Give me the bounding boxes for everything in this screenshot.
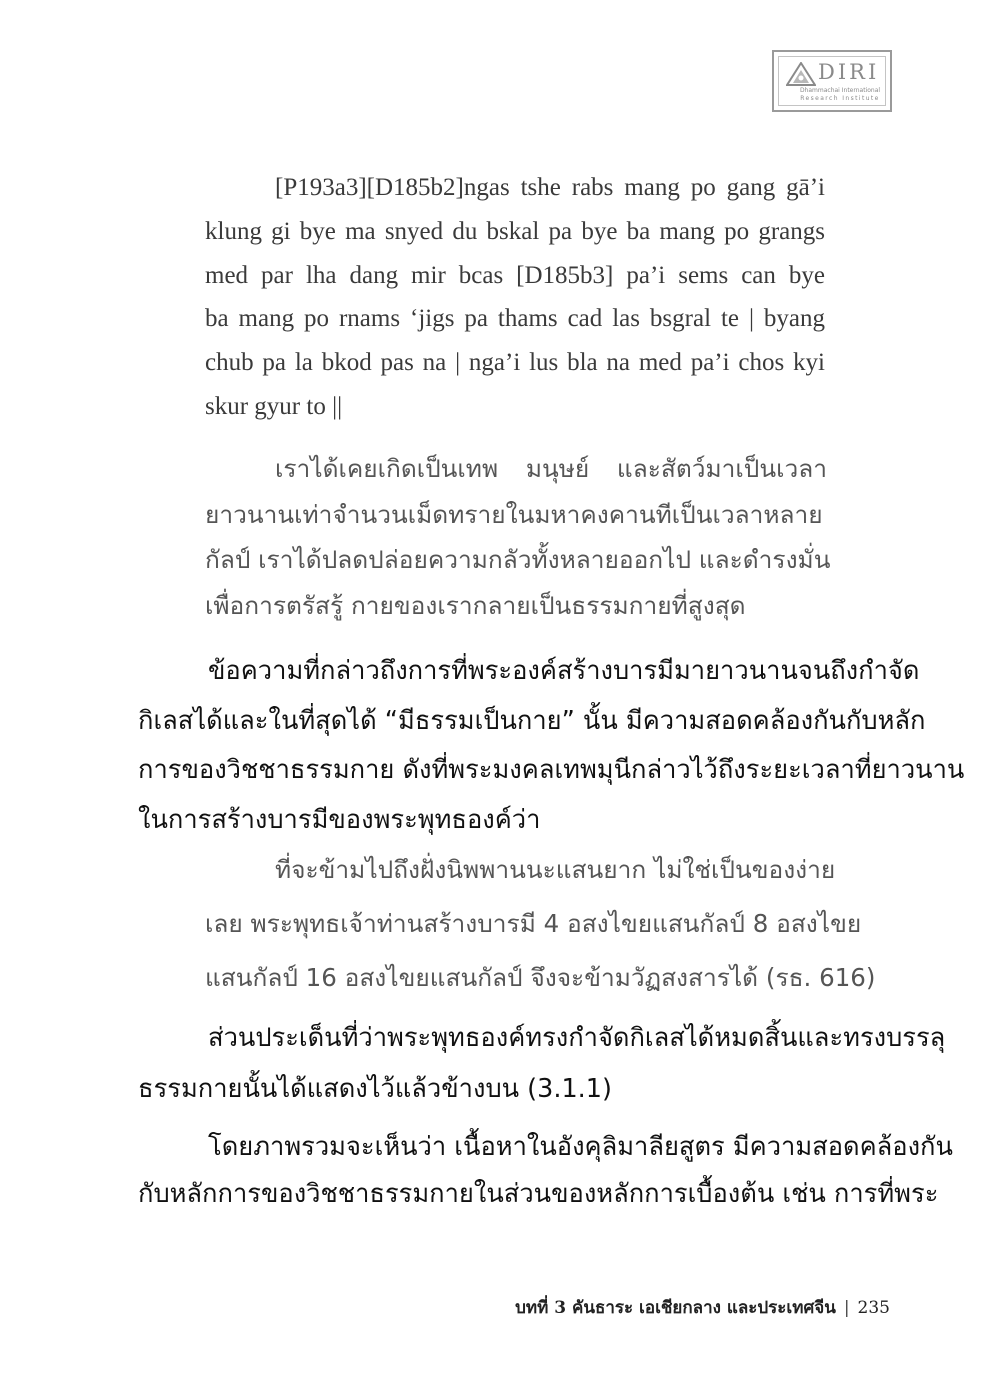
tibetan-line: ba mang po rnams ‘jigs pa thams cad las bsgral te | byang: [205, 305, 825, 333]
quote-line: ที่จะข้ามไปถึงฝั่งนิพพานนะแสนยาก ไม่ใช่เป็นของง่าย: [275, 855, 836, 884]
paragraph-line: ข้อความที่กล่าวถึงการที่พระองค์สร้างบารมีมายาวนานจนถึงกำจัด: [208, 656, 920, 686]
paragraph-line: ส่วนประเด็นที่ว่าพระพุทธองค์ทรงกำจัดกิเลสได้หมดสิ้นและทรงบรรลุ: [208, 1023, 946, 1053]
page-number: 235: [857, 1298, 890, 1318]
tibetan-passage: [205, 166, 825, 429]
body-paragraph-1: [138, 647, 965, 845]
paragraph-line: การของวิชชาธรรมกาย ดังที่พระมงคลเทพมุนีกล่าวไว้ถึงระยะเวลาที่ยาวนาน: [138, 755, 965, 785]
logo-subtitle-line2: Research Institute: [800, 95, 880, 102]
quote-line: เลย พระพุทธเจ้าท่านสร้างบารมี 4 อสงไขยแสนกัลป์ 8 อสงไขย: [205, 909, 862, 938]
logo-subtitle-line1: Dhammachai International: [799, 87, 881, 94]
tibetan-line: chub pa la bkod pas na | nga’i lus bla na med pa’i chos kyi: [205, 349, 825, 377]
tibetan-line: skur gyur to ||: [205, 392, 343, 420]
body-paragraph-2: [138, 1013, 946, 1115]
paragraph-line: ธรรมกายนั้นได้แสดงไว้แล้วข้างบน (3.1.1): [138, 1074, 612, 1104]
footer-separator: |: [843, 1298, 850, 1318]
triangle-logo-icon: [786, 62, 816, 86]
tibetan-line: med par lha dang mir bcas [D185b3] pa’i sems can bye: [205, 261, 825, 289]
thai-translation-quote: [205, 446, 831, 628]
paragraph-line: ในการสร้างบารมีของพระพุทธองค์ว่า: [138, 804, 541, 835]
paragraph-line: กิเลสได้และในที่สุดได้ “มีธรรมเป็นกาย” นั้น มีความสอดคล้องกันกับหลัก: [138, 705, 926, 736]
body-paragraph-3: [138, 1124, 953, 1218]
quote-line: กัลป์ เราได้ปลดปล่อยความกลัวทั้งหลายออกไป และดำรงมั่น: [205, 545, 831, 574]
paragraph-line: กับหลักการของวิชชาธรรมกายในส่วนของหลักการเบื้องต้น เช่น การที่พระ: [138, 1179, 939, 1209]
quote-line: เพื่อการตรัสรู้ กายของเรากลายเป็นธรรมกายที่สูงสุด: [205, 590, 746, 620]
diri-logo: [772, 50, 892, 112]
block-quote-2: [205, 843, 876, 1005]
page-footer: [515, 1294, 890, 1321]
quote-line: แสนกัลป์ 16 อสงไขยแสนกัลป์ จึงจะข้ามวัฏสงสารได้ (รธ. 616): [205, 963, 876, 992]
paragraph-line: โดยภาพรวมจะเห็นว่า เนื้อหาในอังคุลิมาลียสูตร มีความสอดคล้องกัน: [208, 1132, 953, 1162]
quote-line: เราได้เคยเกิดเป็นเทพ มนุษย์ และสัตว์มาเป็นเวลา: [275, 454, 827, 483]
chapter-title: บทที่ 3 คันธาระ เอเชียกลาง และประเทศจีน: [515, 1298, 836, 1318]
tibetan-line: [P193a3][D185b2]ngas tshe rabs mang po gang gā’i: [275, 174, 825, 201]
tibetan-line: klung gi bye ma snyed du bskal pa bye ba mang po grangs: [205, 217, 825, 245]
logo-wordmark: DIRI: [818, 60, 880, 84]
quote-line: ยาวนานเท่าจำนวนเม็ดทรายในมหาคงคานทีเป็นเวลาหลาย: [205, 499, 823, 529]
